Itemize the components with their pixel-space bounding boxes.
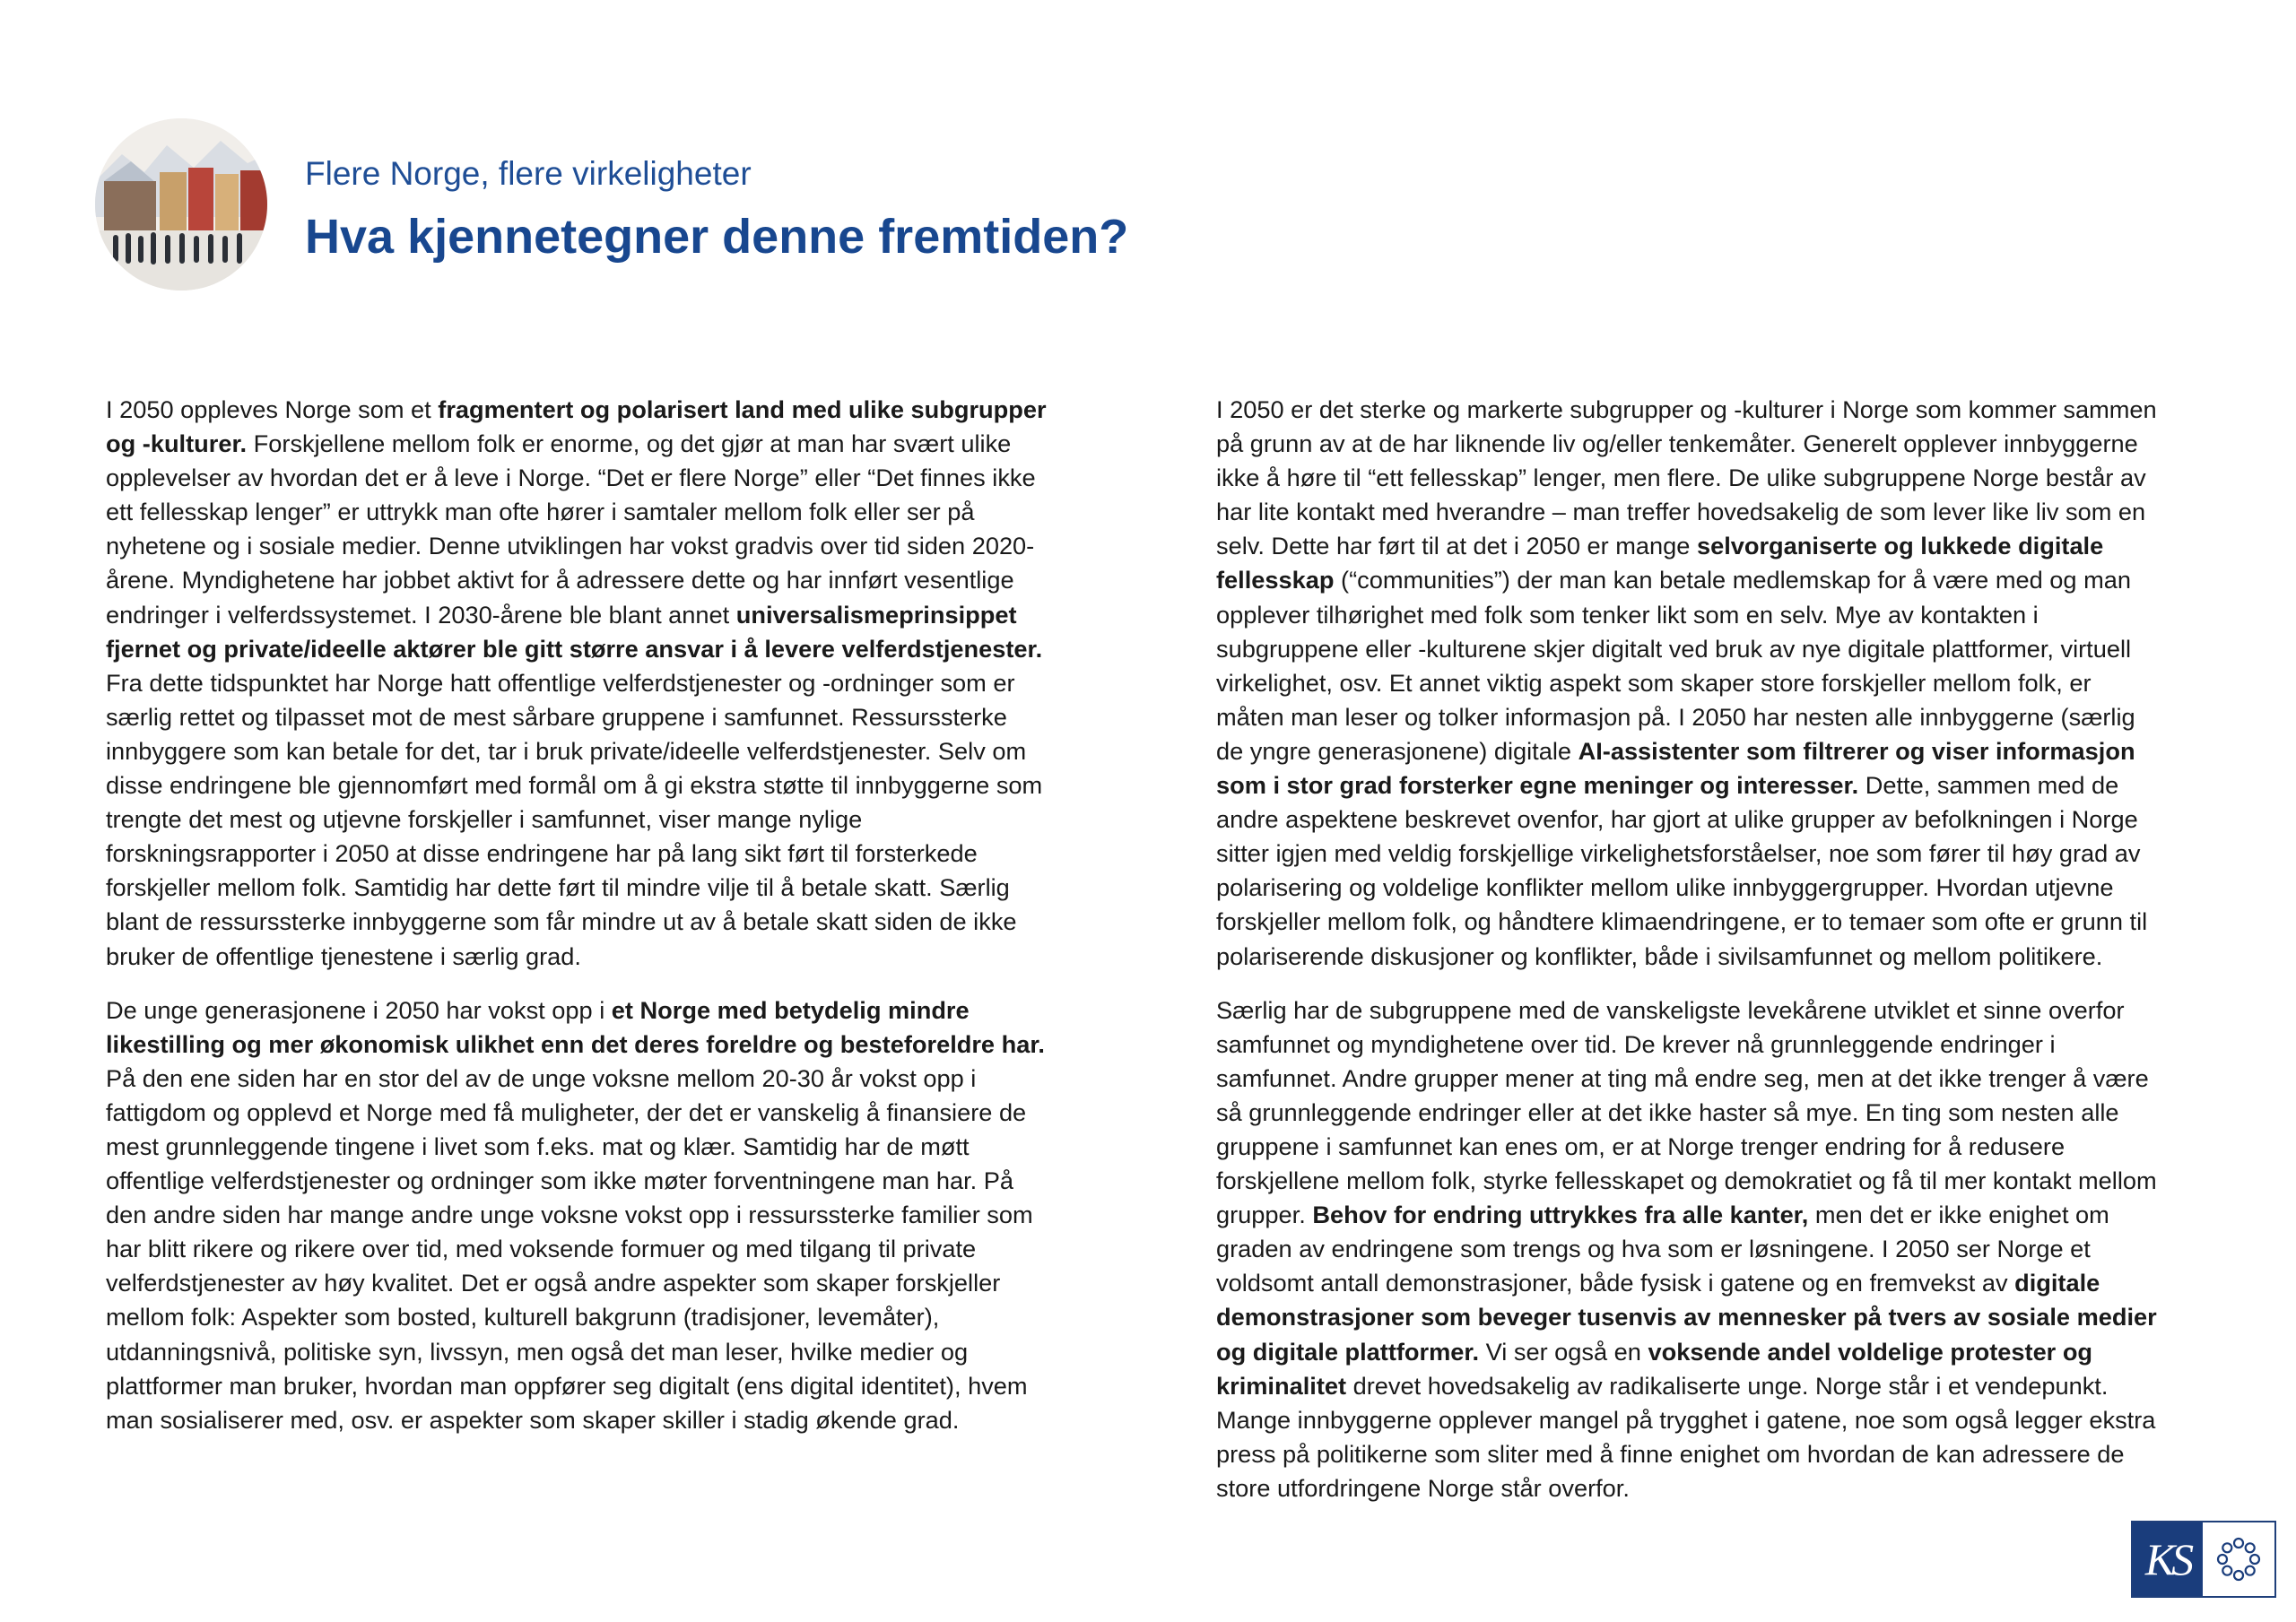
bold-text-run: Behov for endring uttrykkes fra alle kanter, bbox=[1312, 1201, 1809, 1229]
text-line bbox=[106, 563, 1076, 597]
text-line bbox=[1216, 1062, 2187, 1096]
text-run: endringer i velferdssystemet. I 2030-årene ble blant annet bbox=[106, 600, 736, 629]
text-run: samfunnet. Andre grupper mener at ting må endre seg, men at det ikke trenger å være bbox=[1216, 1063, 2149, 1092]
text-run: årene. Myndighetene har jobbet aktivt for å adressere dette og har innført vesentlige bbox=[106, 566, 1014, 594]
right-paragraph-1 bbox=[1216, 393, 2187, 974]
text-run: de yngre generasjonene) digitale bbox=[1216, 736, 1578, 765]
right-column bbox=[1216, 393, 2187, 1525]
text-run: selv. Dette har ført til at det i 2050 er mange bbox=[1216, 532, 1697, 560]
text-line bbox=[1216, 734, 2187, 768]
bold-text-run: selvorganiserte og lukkede digitale bbox=[1696, 532, 2104, 560]
text-run: På den ene siden har en stor del av de unge voksne mellom 20-30 år vokst opp i bbox=[106, 1063, 977, 1092]
text-run: velferdstjenester av høy kvalitet. Det er også andre aspekter som skaper forskjeller bbox=[106, 1269, 1001, 1297]
text-run: Mange innbyggerne opplever mangel på trygghet i gatene, noe som også legger ekstra bbox=[1216, 1405, 2156, 1434]
text-run: på grunn av at de har liknende liv og/eller tenkemåter. Generelt opplever innbyggerne bbox=[1216, 429, 2138, 458]
bold-text-run: kriminalitet bbox=[1216, 1371, 1347, 1400]
text-run: De unge generasjonene i 2050 har vokst opp i bbox=[106, 995, 612, 1024]
right-paragraph-2 bbox=[1216, 993, 2187, 1505]
bold-text-run: voksende andel voldelige protester og bbox=[1648, 1337, 2093, 1366]
text-line bbox=[1216, 1096, 2187, 1130]
text-run: ikke å høre til “ett fellesskap” lenger, men flere. De ulike subgruppene Norge består av bbox=[1216, 464, 2146, 492]
text-line bbox=[106, 993, 1076, 1028]
text-line bbox=[106, 1198, 1076, 1232]
text-run: voldsomt antall demonstrasjoner, både fysisk i gatene og en fremvekst av bbox=[1216, 1269, 2015, 1297]
text-line bbox=[1216, 1164, 2187, 1198]
page-subtitle: Flere Norge, flere virkeligheter bbox=[305, 155, 752, 192]
text-line bbox=[106, 905, 1076, 939]
text-run: ett fellesskap lenger” er uttrykk man ofte hører i samtaler mellom folk eller ser på bbox=[106, 498, 975, 526]
text-run: Vi ser også en bbox=[1479, 1337, 1648, 1366]
text-line bbox=[1216, 940, 2187, 974]
text-line bbox=[1216, 768, 2187, 802]
text-line bbox=[106, 1300, 1076, 1334]
text-line bbox=[1216, 700, 2187, 734]
text-line bbox=[106, 700, 1076, 734]
text-run: fattigdom og opplevd et Norge med få muligheter, der det er vanskelig å finansiere de bbox=[106, 1097, 1027, 1126]
text-line bbox=[1216, 1403, 2187, 1437]
text-line bbox=[106, 1335, 1076, 1369]
bold-text-run: universalismeprinsippet bbox=[735, 600, 1017, 629]
text-run: nyhetene og i sosiale medier. Denne utviklingen har vokst gradvis over tid siden 2020- bbox=[106, 532, 1035, 560]
text-run: Forskjellene mellom folk er enorme, og det gjør at man har svært ulike bbox=[247, 429, 1012, 458]
text-run: sitter igjen med veldig forskjellige virkelighetsforståelser, noe som fører til høy grad av bbox=[1216, 839, 2141, 868]
text-run: så grunnleggende endringer eller at det ikke haster så mye. En ting som nesten alle bbox=[1216, 1097, 2119, 1126]
text-line bbox=[106, 495, 1076, 529]
text-run: grupper. bbox=[1216, 1201, 1313, 1229]
left-paragraph-1 bbox=[106, 393, 1076, 974]
text-run: graden av endringene som trengs og hva som er løsningene. I 2050 ser Norge et bbox=[1216, 1235, 2091, 1263]
text-run: Dette, sammen med de bbox=[1858, 771, 2119, 800]
text-run: offentlige velferdstjenester og ordninger som ikke møter forventningene man har. På bbox=[106, 1167, 1014, 1195]
text-run: polariserende diskusjoner og konflikter, både i sivilsamfunnet og mellom politikere. bbox=[1216, 941, 2103, 970]
text-line bbox=[106, 598, 1076, 632]
left-paragraph-2 bbox=[106, 993, 1076, 1437]
text-run: forskjellene mellom folk, styrke fellesskapet og demokratiet og få til mer kontakt mellom bbox=[1216, 1167, 2157, 1195]
text-line bbox=[106, 427, 1076, 461]
text-line bbox=[106, 940, 1076, 974]
text-line bbox=[1216, 598, 2187, 632]
text-line bbox=[106, 1130, 1076, 1164]
text-line bbox=[1216, 1335, 2187, 1369]
text-run: mellom folk: Aspekter som bosted, kulturell bakgrunn (tradisjoner, levemåter), bbox=[106, 1303, 940, 1331]
text-line bbox=[1216, 905, 2187, 939]
text-line bbox=[106, 734, 1076, 768]
text-line bbox=[106, 393, 1076, 427]
text-run: har blitt rikere og rikere over tid, med voksende formuer og med tilgang til private bbox=[106, 1235, 977, 1263]
text-run: forskjeller mellom folk. Samtidig har dette ført til mindre vilje til å betale skatt. Særlig bbox=[106, 873, 1010, 902]
text-line bbox=[106, 1266, 1076, 1300]
text-run: Særlig har de subgruppene med de vanskeligste levekårene utviklet et sinne overfor bbox=[1216, 995, 2125, 1024]
text-line bbox=[106, 768, 1076, 802]
text-line bbox=[1216, 1028, 2187, 1062]
text-run: forskningsrapporter i 2050 at disse endringene har på lang sikt ført til forsterkede bbox=[106, 839, 978, 868]
text-line bbox=[1216, 1266, 2187, 1300]
text-line bbox=[1216, 993, 2187, 1028]
logo-text: KS bbox=[2133, 1522, 2203, 1596]
text-run: andre aspektene beskrevet ovenfor, har gjort at ulike grupper av befolkningen i Norge bbox=[1216, 805, 2138, 834]
text-line bbox=[1216, 461, 2187, 495]
text-line bbox=[1216, 1232, 2187, 1266]
bold-text-run: og -kulturer. bbox=[106, 429, 248, 458]
text-line bbox=[106, 1028, 1076, 1062]
text-line bbox=[106, 461, 1076, 495]
bold-text-run: fjernet og private/ideelle aktører ble gitt større ansvar i å levere velferdstjenester. bbox=[106, 634, 1043, 663]
text-run: opplevelser av hvordan det er å leve i Norge. “Det er flere Norge” eller “Det finnes ikke bbox=[106, 464, 1036, 492]
text-line bbox=[1216, 871, 2187, 905]
text-line bbox=[1216, 802, 2187, 837]
text-run: store utfordringene Norge står overfor. bbox=[1216, 1473, 1630, 1502]
text-run: polarisering og voldelige konflikter mellom ulike innbyggergrupper. Hvordan utjevne bbox=[1216, 873, 2114, 902]
text-run: utdanningsnivå, politiske syn, livssyn, men også det man leser, hvilke medier og bbox=[106, 1337, 969, 1366]
text-line bbox=[1216, 393, 2187, 427]
text-run: gruppene i samfunnet kan enes om, er at Norge trenger endring for å redusere bbox=[1216, 1132, 2066, 1160]
text-run: måten man leser og tolker informasjon på. I 2050 har nesten alle innbyggerne (særlig bbox=[1216, 702, 2135, 731]
text-run: drevet hovedsakelig av radikaliserte unge. Norge står i et vendepunkt. bbox=[1346, 1371, 2109, 1400]
bold-text-run: digitale bbox=[2014, 1269, 2100, 1297]
text-line bbox=[1216, 632, 2187, 666]
bold-text-run: likestilling og mer økonomisk ulikhet enn det deres foreldre og besteforeldre har. bbox=[106, 1029, 1045, 1058]
text-line bbox=[106, 1164, 1076, 1198]
text-line bbox=[106, 632, 1076, 666]
text-line bbox=[106, 1403, 1076, 1437]
bold-text-run: fragmentert og polarisert land med ulike subgrupper bbox=[438, 395, 1047, 423]
text-run: særlig rettet og tilpasset mot de mest sårbare gruppene i samfunnet. Ressurssterke bbox=[106, 702, 1007, 731]
left-column bbox=[106, 393, 1076, 1457]
text-run: disse endringene ble gjennomført med formål om å gi ekstra støtte til innbyggerne som bbox=[106, 771, 1043, 800]
text-run: I 2050 oppleves Norge som et bbox=[106, 395, 439, 423]
text-run: mest grunnleggende tingene i livet som f.eks. mat og klær. Samtidig har de møtt bbox=[106, 1132, 970, 1160]
text-run: (“communities”) der man kan betale medlemskap for å være med og man bbox=[1334, 566, 2131, 594]
page-title: Hva kjennetegner denne fremtiden? bbox=[305, 210, 1129, 264]
bold-text-run: fellesskap bbox=[1216, 566, 1335, 594]
text-line bbox=[1216, 1300, 2187, 1334]
text-run: den andre siden har mange andre unge voksne vokst opp i ressurssterke familier som bbox=[106, 1201, 1033, 1229]
text-run: men det er ikke enighet om bbox=[1808, 1201, 2109, 1229]
ks-logo bbox=[2131, 1521, 2276, 1598]
text-line bbox=[106, 837, 1076, 871]
text-run: plattformer man bruker, hvordan man oppfører seg digitalt (ens digital identitet), hvem bbox=[106, 1371, 1028, 1400]
ring-of-dots-icon bbox=[2203, 1522, 2274, 1596]
text-run: press på politikerne som sliter med å finne enighet om hvordan de kan adressere de bbox=[1216, 1439, 2125, 1468]
text-line bbox=[106, 1369, 1076, 1403]
text-line bbox=[106, 871, 1076, 905]
text-run: Fra dette tidspunktet har Norge hatt offentlige velferdstjenester og -ordninger som er bbox=[106, 668, 1015, 697]
text-run: subgruppene eller -kulturene skjer digitalt ved bruk av nye digitale plattformer, virtuell bbox=[1216, 634, 2132, 663]
text-line bbox=[1216, 495, 2187, 529]
text-line bbox=[106, 1232, 1076, 1266]
text-line bbox=[1216, 427, 2187, 461]
text-run: virkelighet, osv. Et annet viktig aspekt som skaper store forskjeller mellom folk, er bbox=[1216, 668, 2092, 697]
text-line bbox=[106, 529, 1076, 563]
text-line bbox=[1216, 1198, 2187, 1232]
text-run: I 2050 er det sterke og markerte subgrupper og -kulturer i Norge som kommer sammen bbox=[1216, 395, 2157, 423]
text-line bbox=[1216, 837, 2187, 871]
text-run: blant de ressurssterke innbyggerne som får mindre ut av å betale skatt siden de ikke bbox=[106, 907, 1017, 936]
bold-text-run: AI-assistenter som filtrerer og viser informasjon bbox=[1578, 736, 2135, 765]
text-line bbox=[106, 1062, 1076, 1096]
village-people-illustration-icon bbox=[95, 118, 267, 291]
text-line bbox=[1216, 1471, 2187, 1505]
text-line bbox=[1216, 1437, 2187, 1471]
text-line bbox=[106, 666, 1076, 700]
text-run: bruker de offentlige tjenestene i særlig grad. bbox=[106, 941, 581, 970]
text-line bbox=[106, 1096, 1076, 1130]
bold-text-run: som i stor grad forsterker egne meninger og interesser. bbox=[1216, 771, 1859, 800]
text-line bbox=[1216, 1369, 2187, 1403]
text-line bbox=[1216, 529, 2187, 563]
bold-text-run: et Norge med betydelig mindre bbox=[611, 995, 970, 1024]
text-run: forskjeller mellom folk, og håndtere klimaendringene, er to temaer som ofte er grunn til bbox=[1216, 907, 2148, 936]
text-line bbox=[106, 802, 1076, 837]
bold-text-run: demonstrasjoner som beveger tusenvis av mennesker på tvers av sosiale medier bbox=[1216, 1303, 2157, 1331]
text-line bbox=[1216, 563, 2187, 597]
text-run: har lite kontakt med hverandre – man treffer hovedsakelig de som lever like liv som en bbox=[1216, 498, 2146, 526]
text-run: opplever tilhørighet med folk som tenker likt som en selv. Mye av kontakten i bbox=[1216, 600, 2039, 629]
bold-text-run: og digitale plattformer. bbox=[1216, 1337, 1480, 1366]
text-run: samfunnet og myndighetene over tid. De krever nå grunnleggende endringer i bbox=[1216, 1029, 2056, 1058]
text-line bbox=[1216, 1130, 2187, 1164]
text-run: innbyggere som kan betale for det, tar i bruk private/ideelle velferdstjenester. Selv om bbox=[106, 736, 1027, 765]
text-line bbox=[1216, 666, 2187, 700]
text-run: trengte det mest og utjevne forskjeller i samfunnet, viser mange nylige bbox=[106, 805, 863, 834]
text-run: man sosialiserer med, osv. er aspekter som skaper skiller i stadig økende grad. bbox=[106, 1405, 960, 1434]
